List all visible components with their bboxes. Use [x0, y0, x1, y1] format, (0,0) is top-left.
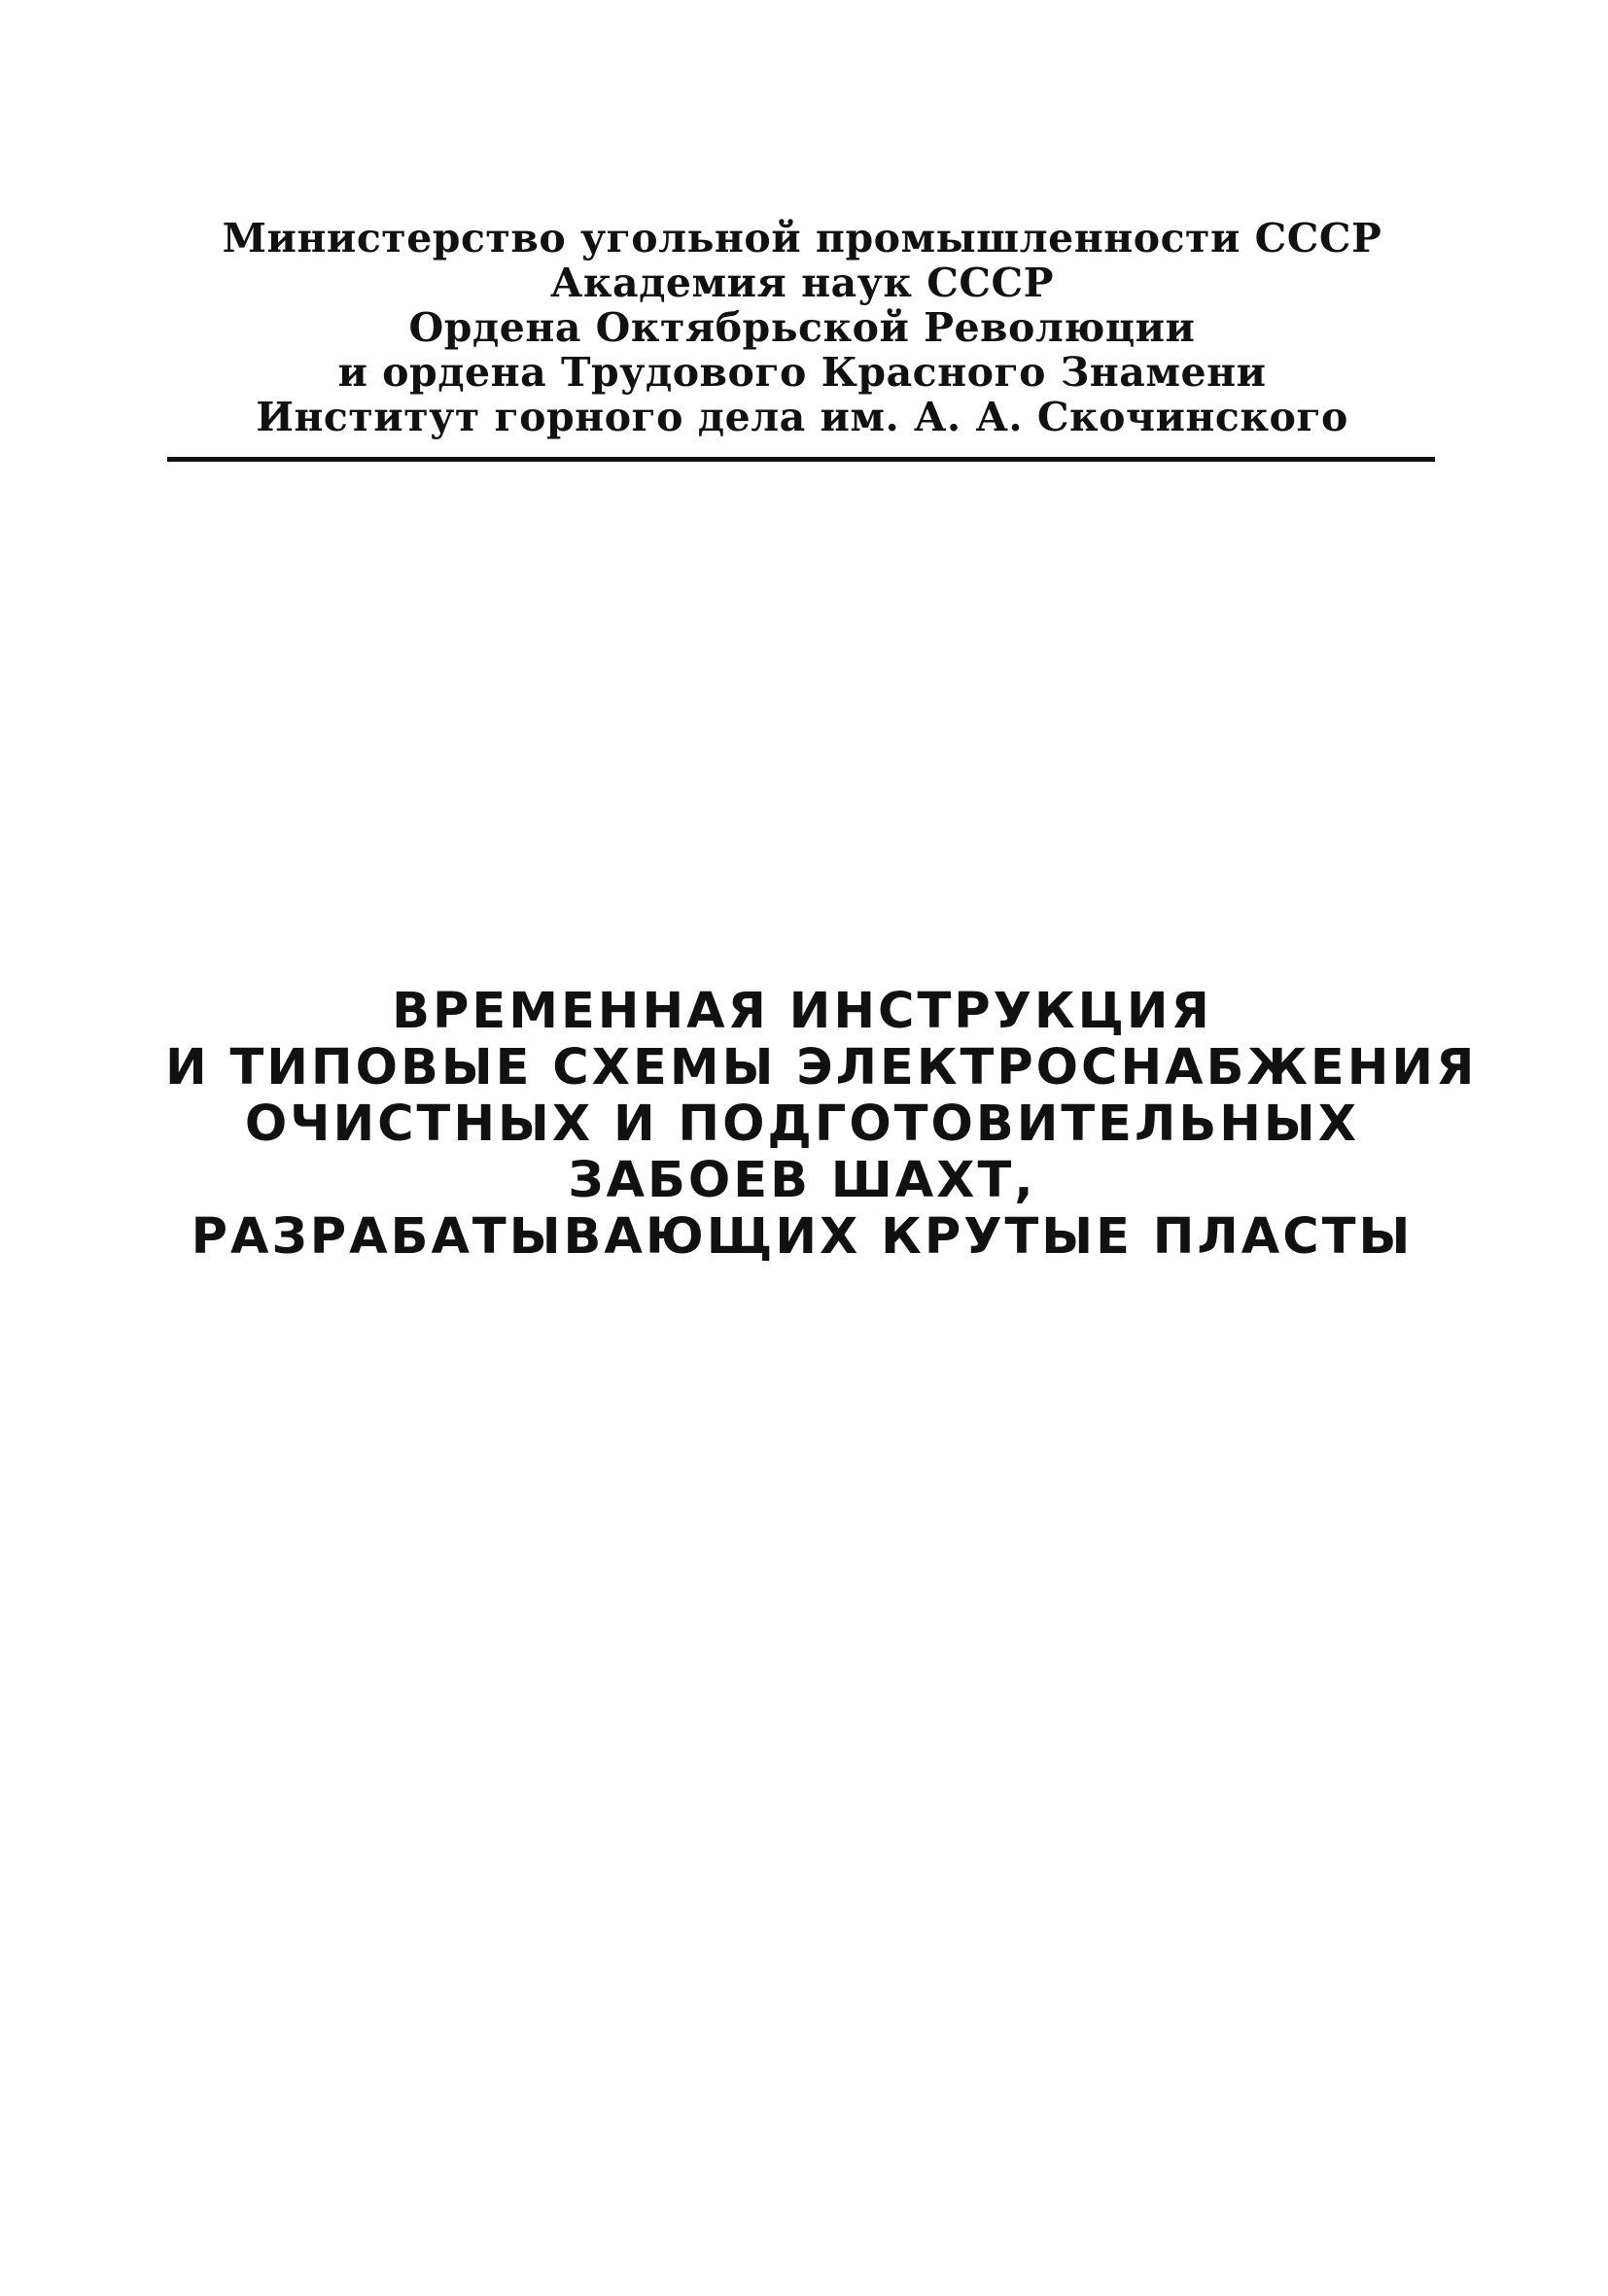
publisher-header — [165, 216, 1439, 439]
header-line-ministry: Министерство угольной промышленности СССР — [222, 215, 1382, 261]
title-line-1: ВРЕМЕННАЯ ИНСТРУКЦИЯ — [392, 983, 1212, 1040]
title-line-5: РАЗРАБАТЫВАЮЩИХ КРУТЫЕ ПЛАСТЫ — [191, 1208, 1414, 1266]
title-line-2: И ТИПОВЫЕ СХЕМЫ ЭЛЕКТРОСНАБЖЕНИЯ — [165, 1039, 1478, 1096]
title-line-3: ОЧИСТНЫХ И ПОДГОТОВИТЕЛЬНЫХ — [244, 1096, 1360, 1153]
header-line-institute: Институт горного дела им. А. А. Скочинского — [256, 394, 1348, 440]
title-line-4: ЗАБОЕВ ШАХТ, — [568, 1152, 1036, 1209]
header-divider — [167, 457, 1435, 462]
header-line-order-revolution: Ордена Октябрьской Революции — [408, 304, 1196, 351]
header-line-academy: Академия наук СССР — [550, 260, 1054, 306]
document-title — [165, 983, 1478, 1266]
header-line-order-banner: и ордена Трудового Красного Знамени — [337, 349, 1267, 396]
